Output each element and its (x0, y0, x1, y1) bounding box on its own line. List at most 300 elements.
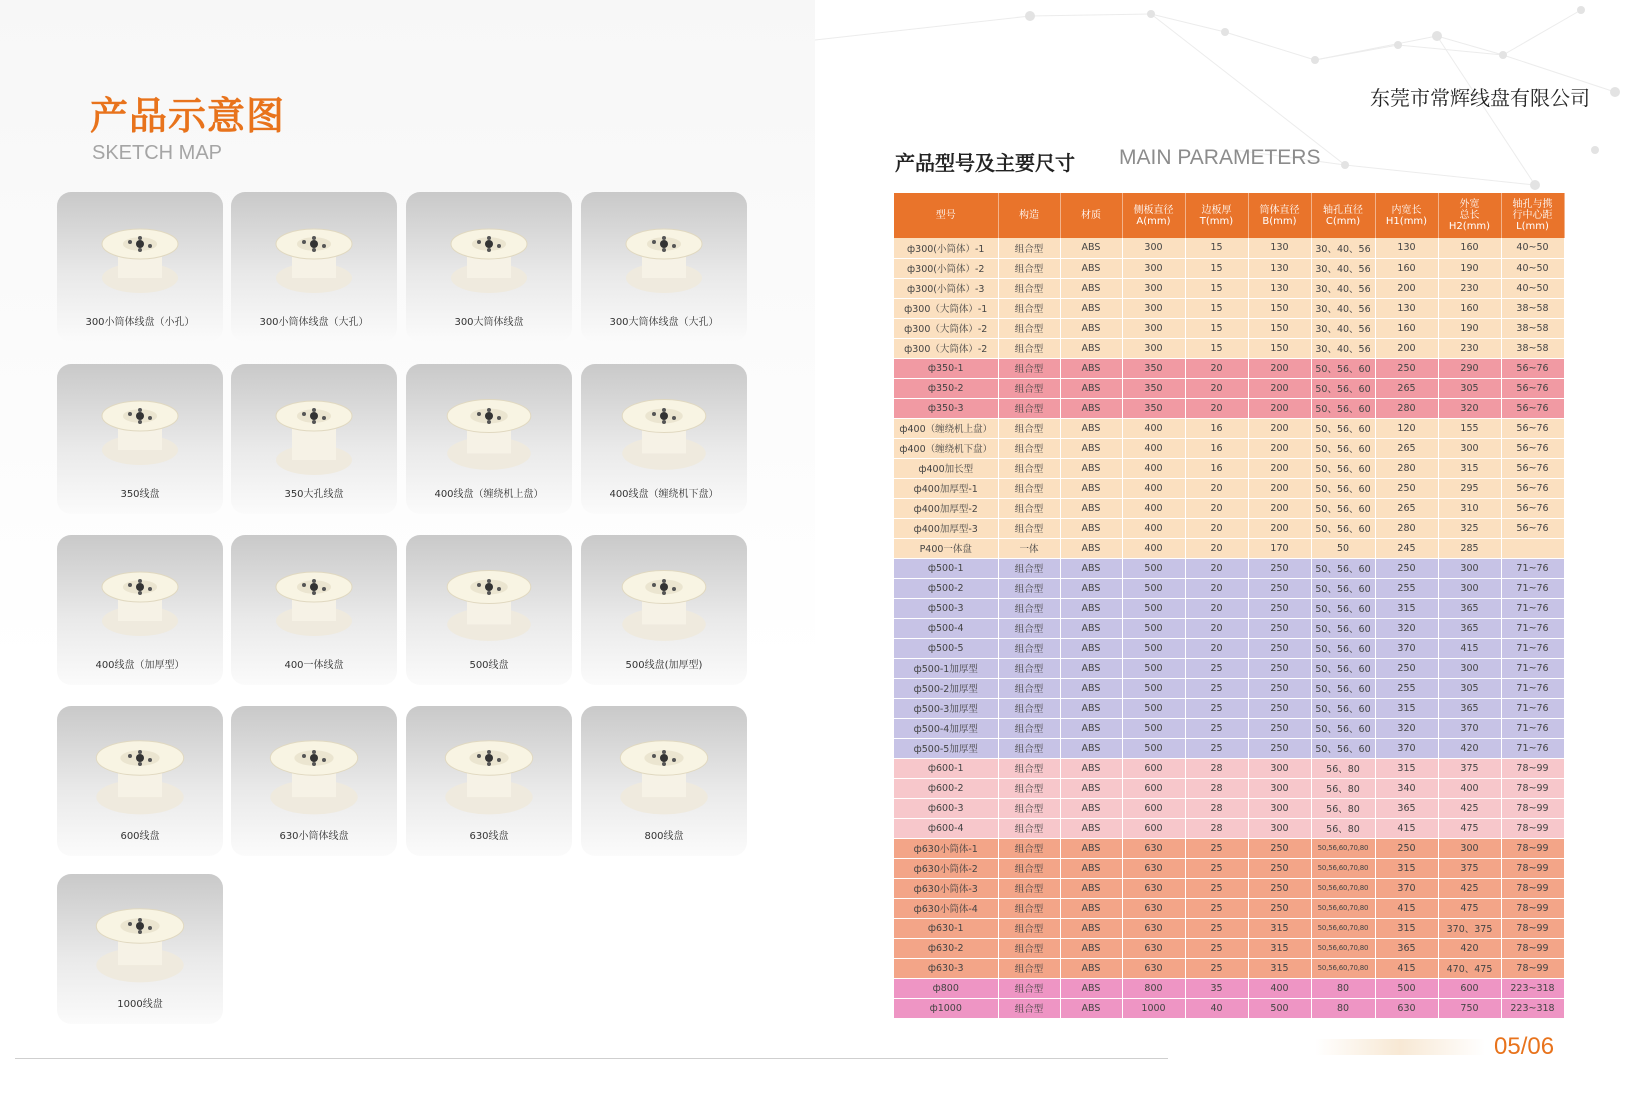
table-cell: 25 (1185, 898, 1248, 918)
table-cell: 420 (1438, 738, 1501, 758)
table-cell: 56、80 (1311, 758, 1375, 778)
table-cell: ABS (1060, 318, 1122, 338)
table-cell: 25 (1185, 918, 1248, 938)
table-cell: ф500-1 (894, 558, 998, 578)
table-cell: 组合型 (998, 578, 1060, 598)
table-cell: ф400（缠绕机上盘） (894, 418, 998, 438)
table-cell: 50、56、60 (1311, 438, 1375, 458)
table-cell: 130 (1375, 238, 1438, 258)
table-cell: 78~99 (1501, 758, 1564, 778)
table-cell: 160 (1375, 318, 1438, 338)
column-header: 外宽 总长 H2(mm) (1438, 193, 1501, 238)
table-cell: 56~76 (1501, 398, 1564, 418)
table-cell: ABS (1060, 698, 1122, 718)
product-thumbnail (406, 706, 572, 856)
table-cell: 56、80 (1311, 818, 1375, 838)
page-number: 05/06 (1494, 1033, 1555, 1060)
table-cell: 300 (1248, 778, 1311, 798)
table-cell: 20 (1185, 398, 1248, 418)
table-cell: 130 (1248, 258, 1311, 278)
table-cell: 500 (1122, 558, 1185, 578)
thumbnail-caption: 630小筒体线盘 (279, 831, 349, 842)
table-cell: 500 (1122, 698, 1185, 718)
table-row (894, 578, 1564, 598)
table-cell (1501, 538, 1564, 558)
table-cell: 300 (1122, 278, 1185, 298)
table-cell: 50,56,60,70,80 (1311, 958, 1375, 978)
table-cell: 38~58 (1501, 338, 1564, 358)
table-cell: 28 (1185, 778, 1248, 798)
table-cell: 71~76 (1501, 598, 1564, 618)
table-cell: ABS (1060, 438, 1122, 458)
table-cell: 20 (1185, 378, 1248, 398)
table-cell: 250 (1248, 878, 1311, 898)
table-cell: ф630-1 (894, 918, 998, 938)
table-cell: ф600-1 (894, 758, 998, 778)
table-cell: 250 (1248, 698, 1311, 718)
table-cell: 组合型 (998, 258, 1060, 278)
table-cell: 50、56、60 (1311, 598, 1375, 618)
column-header: 边板厚 T(mm) (1185, 193, 1248, 238)
product-thumbnail (57, 874, 223, 1024)
table-cell: 500 (1122, 638, 1185, 658)
table-row (894, 438, 1564, 458)
table-cell: ф300（大筒体）-2 (894, 338, 998, 358)
table-cell: ABS (1060, 638, 1122, 658)
table-cell: 300 (1122, 318, 1185, 338)
thumbnail-caption: 500线盘 (469, 660, 509, 671)
table-cell: ABS (1060, 578, 1122, 598)
table-cell: 420 (1438, 938, 1501, 958)
thumbnail-caption: 300小筒体线盘（大孔） (259, 317, 369, 328)
table-row (894, 478, 1564, 498)
table-cell: 300 (1438, 658, 1501, 678)
table-cell: ф500-3 (894, 598, 998, 618)
table-cell: 16 (1185, 418, 1248, 438)
table-cell: ф630-3 (894, 958, 998, 978)
table-cell: 475 (1438, 898, 1501, 918)
table-cell: 组合型 (998, 478, 1060, 498)
table-cell: 20 (1185, 538, 1248, 558)
table-cell: 组合型 (998, 938, 1060, 958)
table-cell: 25 (1185, 658, 1248, 678)
table-cell: 56~76 (1501, 458, 1564, 478)
product-thumbnail (581, 706, 747, 856)
table-cell: 375 (1438, 858, 1501, 878)
table-cell: 190 (1438, 258, 1501, 278)
column-header: 型号 (894, 193, 998, 238)
table-row (894, 458, 1564, 478)
thumbnail-caption: 500线盘(加厚型) (625, 660, 703, 671)
table-cell: ABS (1060, 758, 1122, 778)
table-cell: 250 (1248, 718, 1311, 738)
table-cell: 组合型 (998, 878, 1060, 898)
company-name: 东莞市常辉线盘有限公司 (1370, 86, 1590, 110)
table-cell: 25 (1185, 958, 1248, 978)
table-row (894, 918, 1564, 938)
parameters-table (894, 193, 1565, 1019)
table-cell: ABS (1060, 378, 1122, 398)
table-cell: 15 (1185, 298, 1248, 318)
table-cell: 200 (1248, 438, 1311, 458)
table-cell: 600 (1122, 758, 1185, 778)
table-cell: 25 (1185, 858, 1248, 878)
table-cell: 80 (1311, 998, 1375, 1018)
table-cell: 400 (1438, 778, 1501, 798)
table-cell: 255 (1375, 678, 1438, 698)
table-cell: ф300（大筒体）-1 (894, 298, 998, 318)
table-cell: 300 (1122, 338, 1185, 358)
table-cell: 200 (1248, 518, 1311, 538)
table-cell: 280 (1375, 398, 1438, 418)
table-cell: 305 (1438, 378, 1501, 398)
table-cell: 130 (1248, 238, 1311, 258)
table-cell: 组合型 (998, 818, 1060, 838)
table-cell: 160 (1438, 298, 1501, 318)
table-cell: 组合型 (998, 898, 1060, 918)
table-cell: 50、56、60 (1311, 718, 1375, 738)
table-row (894, 258, 1564, 278)
table-cell: 200 (1248, 478, 1311, 498)
table-cell: ABS (1060, 718, 1122, 738)
product-thumbnail (57, 192, 223, 342)
table-cell: 28 (1185, 798, 1248, 818)
table-cell: ф600-4 (894, 818, 998, 838)
column-header: 侧板直径 A(mm) (1122, 193, 1185, 238)
table-cell: ABS (1060, 618, 1122, 638)
table-cell: 315 (1248, 918, 1311, 938)
table-cell: 415 (1438, 638, 1501, 658)
table-row (894, 238, 1564, 258)
column-header: 筒体直径 B(mm) (1248, 193, 1311, 238)
table-cell: ABS (1060, 518, 1122, 538)
table-cell: ABS (1060, 398, 1122, 418)
table-cell: ф630小筒体-1 (894, 838, 998, 858)
table-cell: 415 (1375, 898, 1438, 918)
bottom-divider (15, 1058, 1168, 1059)
table-cell: 200 (1248, 418, 1311, 438)
table-row (894, 718, 1564, 738)
table-cell: 组合型 (998, 358, 1060, 378)
table-cell: ABS (1060, 498, 1122, 518)
table-cell: 600 (1122, 798, 1185, 818)
table-cell: 78~99 (1501, 818, 1564, 838)
table-cell: 组合型 (998, 558, 1060, 578)
table-cell: 56~76 (1501, 378, 1564, 398)
table-row (894, 538, 1564, 558)
table-cell: 50,56,60,70,80 (1311, 858, 1375, 878)
table-cell: 250 (1375, 478, 1438, 498)
table-cell: ABS (1060, 818, 1122, 838)
table-cell: 400 (1122, 458, 1185, 478)
table-cell: 50,56,60,70,80 (1311, 878, 1375, 898)
table-cell: 25 (1185, 878, 1248, 898)
table-row (894, 638, 1564, 658)
table-cell: 组合型 (998, 438, 1060, 458)
thumbnail-caption: 1000线盘 (117, 999, 163, 1010)
product-thumbnail (231, 192, 397, 342)
table-cell: 20 (1185, 478, 1248, 498)
table-cell: 组合型 (998, 338, 1060, 358)
table-cell: 20 (1185, 518, 1248, 538)
table-cell: 375 (1438, 758, 1501, 778)
table-cell: 250 (1375, 358, 1438, 378)
table-cell: 25 (1185, 678, 1248, 698)
thumbnail-caption: 400线盘（缠绕机上盘） (434, 489, 544, 500)
table-cell: 400 (1122, 418, 1185, 438)
thumbnail-caption: 350大孔线盘 (284, 489, 344, 500)
table-cell: 组合型 (998, 658, 1060, 678)
product-thumbnail (231, 535, 397, 685)
table-cell: 20 (1185, 358, 1248, 378)
table-cell: 630 (1122, 898, 1185, 918)
table-cell: 56、80 (1311, 798, 1375, 818)
table-cell: 300 (1438, 558, 1501, 578)
table-cell: 50,56,60,70,80 (1311, 838, 1375, 858)
table-row (894, 678, 1564, 698)
product-thumbnail (406, 535, 572, 685)
table-cell: 280 (1375, 518, 1438, 538)
table-cell: 组合型 (998, 378, 1060, 398)
table-cell: 120 (1375, 418, 1438, 438)
thumbnail-caption: 400线盘（缠绕机下盘） (609, 489, 719, 500)
thumbnail-caption: 630线盘 (469, 831, 509, 842)
table-cell: 组合型 (998, 998, 1060, 1018)
table-cell: 300 (1122, 298, 1185, 318)
product-thumbnail (57, 364, 223, 514)
table-cell: 15 (1185, 338, 1248, 358)
table-cell: ABS (1060, 678, 1122, 698)
table-cell: 组合型 (998, 958, 1060, 978)
table-cell: 350 (1122, 378, 1185, 398)
table-cell: 40 (1185, 998, 1248, 1018)
table-cell: 50、56、60 (1311, 358, 1375, 378)
table-cell: 25 (1185, 698, 1248, 718)
table-cell: 150 (1248, 338, 1311, 358)
table-cell: ф350-1 (894, 358, 998, 378)
table-cell: 160 (1438, 238, 1501, 258)
table-cell: 50、56、60 (1311, 638, 1375, 658)
table-cell: ABS (1060, 558, 1122, 578)
table-cell: 800 (1122, 978, 1185, 998)
table-cell: 50、56、60 (1311, 618, 1375, 638)
table-cell: ф1000 (894, 998, 998, 1018)
product-thumbnail (406, 364, 572, 514)
table-cell: ф400加厚型-1 (894, 478, 998, 498)
product-thumbnail (231, 706, 397, 856)
table-cell: 35 (1185, 978, 1248, 998)
table-cell: 71~76 (1501, 698, 1564, 718)
table-cell: 78~99 (1501, 878, 1564, 898)
table-cell: 365 (1375, 798, 1438, 818)
table-cell: 78~99 (1501, 918, 1564, 938)
table-cell: ABS (1060, 418, 1122, 438)
table-cell: 组合型 (998, 758, 1060, 778)
product-thumbnail (406, 192, 572, 342)
table-row (894, 798, 1564, 818)
sketch-map-subtitle: SKETCH MAP (92, 142, 223, 164)
table-cell: 30、40、56 (1311, 338, 1375, 358)
table-cell: 425 (1438, 878, 1501, 898)
table-cell: ф600-2 (894, 778, 998, 798)
table-cell: ABS (1060, 658, 1122, 678)
table-cell: 56~76 (1501, 518, 1564, 538)
table-cell: 170 (1248, 538, 1311, 558)
table-cell: 20 (1185, 558, 1248, 578)
table-cell: 30、40、56 (1311, 278, 1375, 298)
table-cell: 300 (1438, 838, 1501, 858)
table-cell: 400 (1122, 438, 1185, 458)
table-cell: 组合型 (998, 518, 1060, 538)
table-cell: 50、56、60 (1311, 478, 1375, 498)
table-row (894, 398, 1564, 418)
table-cell: 20 (1185, 578, 1248, 598)
table-cell: ABS (1060, 998, 1122, 1018)
table-cell: 25 (1185, 738, 1248, 758)
table-cell: ф500-4 (894, 618, 998, 638)
table-cell: 56~76 (1501, 498, 1564, 518)
table-cell: 130 (1375, 298, 1438, 318)
table-cell: 组合型 (998, 638, 1060, 658)
table-cell: 组合型 (998, 718, 1060, 738)
table-cell: 130 (1248, 278, 1311, 298)
table-cell: ABS (1060, 918, 1122, 938)
product-thumbnail (581, 535, 747, 685)
table-cell: 组合型 (998, 618, 1060, 638)
table-cell: 40~50 (1501, 238, 1564, 258)
table-cell: 25 (1185, 838, 1248, 858)
table-body (894, 238, 1564, 1018)
table-cell: 350 (1122, 358, 1185, 378)
product-thumbnail (57, 706, 223, 856)
table-cell: 50、56、60 (1311, 418, 1375, 438)
table-row (894, 818, 1564, 838)
table-cell: 15 (1185, 258, 1248, 278)
table-cell: 285 (1438, 538, 1501, 558)
table-cell: ф500-4加厚型 (894, 718, 998, 738)
table-cell: ф630小筒体-3 (894, 878, 998, 898)
table-cell: 78~99 (1501, 958, 1564, 978)
table-cell: 400 (1122, 518, 1185, 538)
table-cell: 71~76 (1501, 658, 1564, 678)
table-cell: 组合型 (998, 778, 1060, 798)
table-cell: 71~76 (1501, 718, 1564, 738)
table-cell: 600 (1122, 818, 1185, 838)
table-cell: 25 (1185, 718, 1248, 738)
table-cell: 370、375 (1438, 918, 1501, 938)
table-cell: 78~99 (1501, 778, 1564, 798)
table-cell: 250 (1248, 598, 1311, 618)
table-cell: 630 (1122, 958, 1185, 978)
table-cell: 630 (1122, 858, 1185, 878)
thumbnail-caption: 300大筒体线盘 (454, 317, 524, 328)
table-cell: 500 (1248, 998, 1311, 1018)
column-header: 内宽长 H1(mm) (1375, 193, 1438, 238)
table-row (894, 998, 1564, 1018)
table-row (894, 278, 1564, 298)
parameters-title: 产品型号及主要尺寸 (895, 151, 1075, 175)
table-row (894, 558, 1564, 578)
table-cell: 16 (1185, 458, 1248, 478)
table-cell: 78~99 (1501, 938, 1564, 958)
table-cell: 50、56、60 (1311, 458, 1375, 478)
table-cell: 315 (1438, 458, 1501, 478)
table-cell: 38~58 (1501, 298, 1564, 318)
table-cell: 300 (1122, 238, 1185, 258)
table-cell: 315 (1375, 598, 1438, 618)
table-cell: 50、56、60 (1311, 658, 1375, 678)
table-cell: 350 (1122, 398, 1185, 418)
table-cell: 20 (1185, 638, 1248, 658)
table-cell: 250 (1248, 678, 1311, 698)
table-cell: 71~76 (1501, 738, 1564, 758)
table-cell: 315 (1375, 758, 1438, 778)
table-cell: 400 (1122, 538, 1185, 558)
table-cell: 50、56、60 (1311, 578, 1375, 598)
table-row (894, 778, 1564, 798)
table-cell: 组合型 (998, 598, 1060, 618)
table-cell: 320 (1438, 398, 1501, 418)
table-cell: 300 (1438, 578, 1501, 598)
table-row (894, 958, 1564, 978)
table-cell: 71~76 (1501, 558, 1564, 578)
table-cell: 750 (1438, 998, 1501, 1018)
table-cell: ф600-3 (894, 798, 998, 818)
table-cell: 500 (1122, 618, 1185, 638)
table-cell: ABS (1060, 898, 1122, 918)
table-cell: 组合型 (998, 398, 1060, 418)
table-cell: 470、475 (1438, 958, 1501, 978)
table-cell: 30、40、56 (1311, 298, 1375, 318)
thumbnail-caption: 350线盘 (120, 489, 160, 500)
table-cell: ABS (1060, 938, 1122, 958)
table-cell: 50、56、60 (1311, 378, 1375, 398)
table-cell: 50、56、60 (1311, 498, 1375, 518)
table-cell: ABS (1060, 278, 1122, 298)
table-cell: ф630小筒体-4 (894, 898, 998, 918)
table-cell: 150 (1248, 318, 1311, 338)
table-cell: 223~318 (1501, 978, 1564, 998)
table-cell: 组合型 (998, 698, 1060, 718)
table-cell: 230 (1438, 338, 1501, 358)
table-cell: 500 (1375, 978, 1438, 998)
table-cell: ABS (1060, 478, 1122, 498)
table-cell: 400 (1248, 978, 1311, 998)
table-cell: 340 (1375, 778, 1438, 798)
table-cell: ф630-2 (894, 938, 998, 958)
table-cell: 78~99 (1501, 838, 1564, 858)
table-cell: 50,56,60,70,80 (1311, 918, 1375, 938)
table-cell: ф800 (894, 978, 998, 998)
table-cell: 20 (1185, 598, 1248, 618)
table-row (894, 698, 1564, 718)
table-cell: 475 (1438, 818, 1501, 838)
table-cell: 250 (1248, 838, 1311, 858)
table-cell: 370 (1375, 738, 1438, 758)
table-cell: 15 (1185, 318, 1248, 338)
table-cell: 56、80 (1311, 778, 1375, 798)
thumbnail-caption: 400一体线盘 (284, 660, 344, 671)
table-cell: 160 (1375, 258, 1438, 278)
table-cell: 50,56,60,70,80 (1311, 938, 1375, 958)
table-cell: 71~76 (1501, 578, 1564, 598)
table-cell: 500 (1122, 578, 1185, 598)
table-cell: 315 (1248, 958, 1311, 978)
table-cell: 组合型 (998, 418, 1060, 438)
table-cell: ф630小筒体-2 (894, 858, 998, 878)
table-row (894, 738, 1564, 758)
table-cell: 71~76 (1501, 678, 1564, 698)
